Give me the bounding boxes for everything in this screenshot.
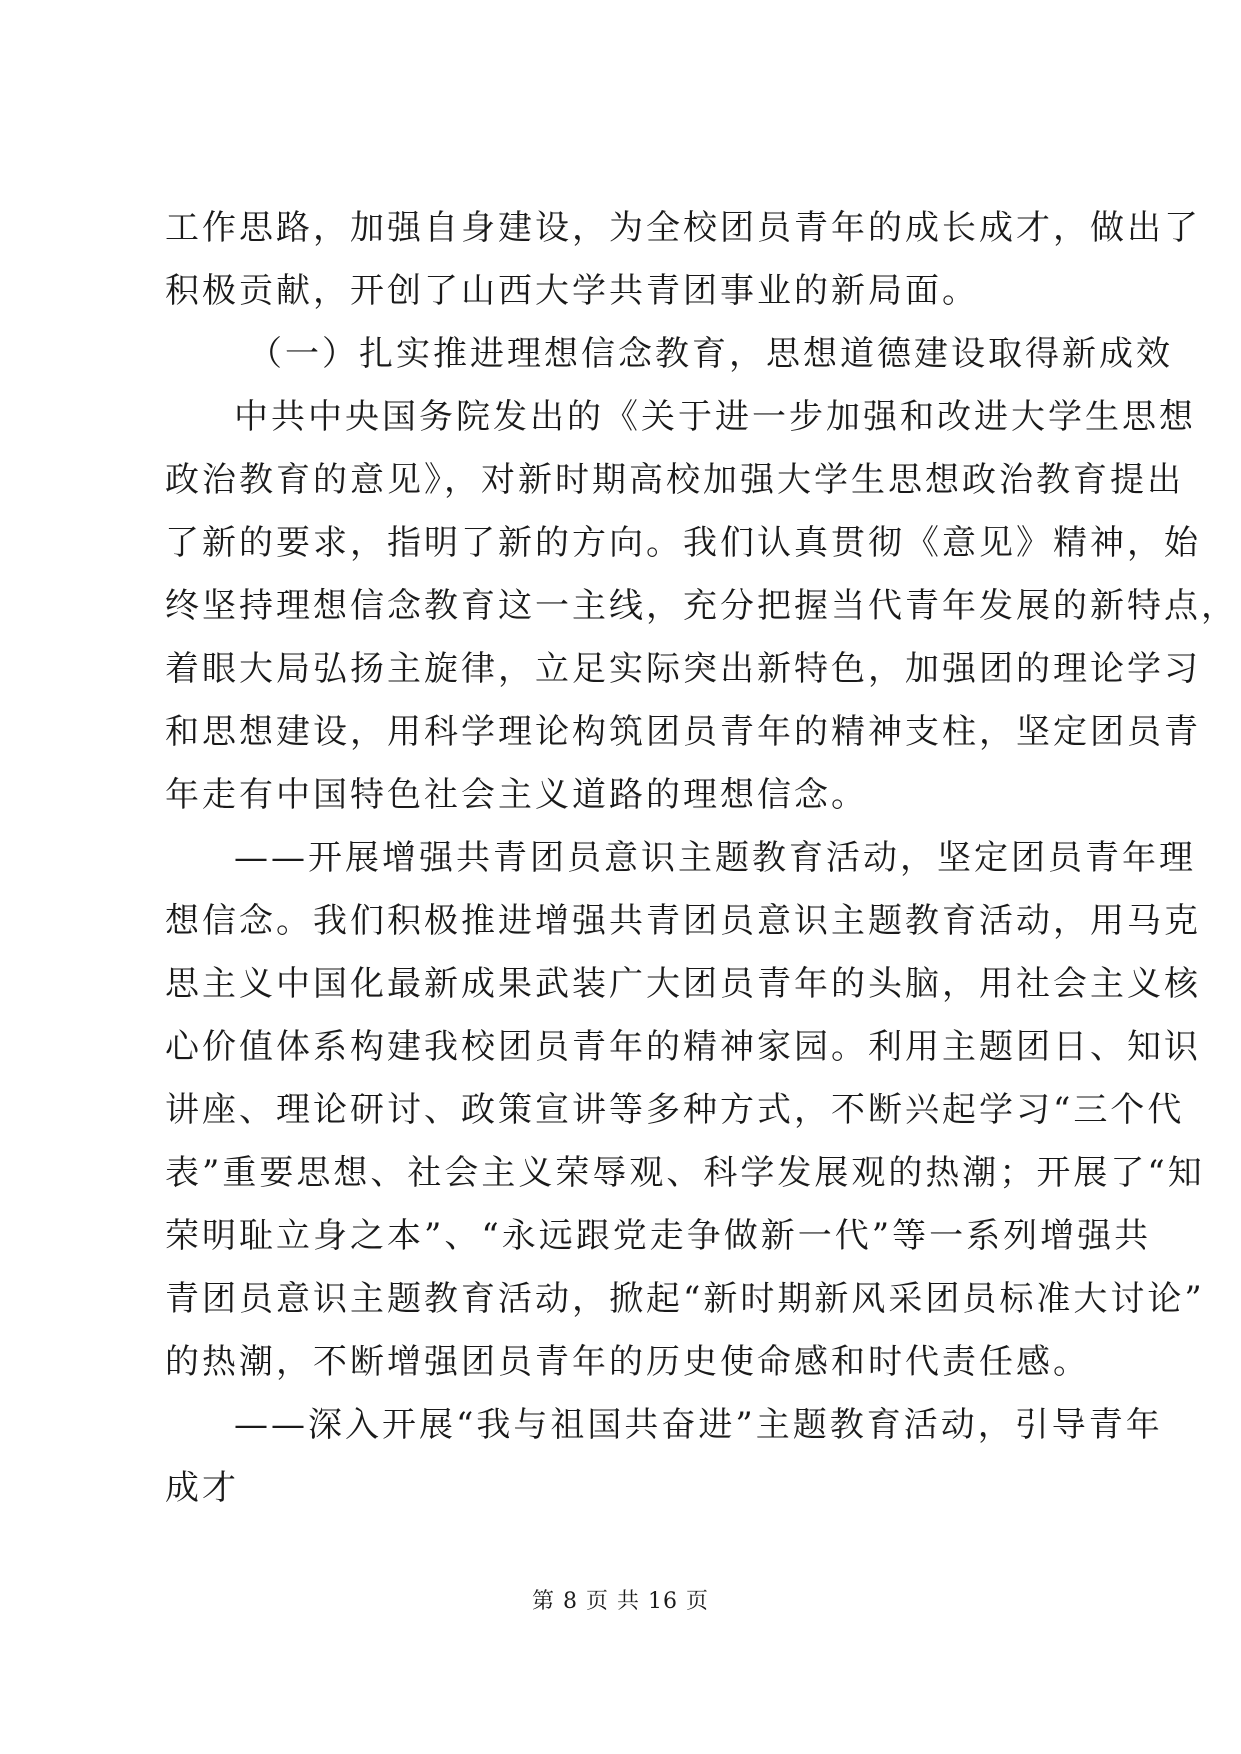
text-line: 着眼大局弘扬主旋律，立足实际突出新特色，加强团的理论学习 xyxy=(165,649,1201,689)
page-number-footer: 第 8 页 共 16 页 xyxy=(532,1589,709,1614)
text-line: 了新的要求，指明了新的方向。我们认真贯彻《意见》精神，始 xyxy=(165,523,1201,563)
text-line: 工作思路，加强自身建设，为全校团员青年的成长成才，做出了 xyxy=(165,208,1201,248)
paragraph-first-line: ——深入开展“我与祖国共奋进”主题教育活动，引导青年 xyxy=(234,1405,1163,1445)
text-line: 年走有中国特色社会主义道路的理想信念。 xyxy=(165,775,868,815)
text-line: 终坚持理想信念教育这一主线，充分把握当代青年发展的新特点， xyxy=(165,586,1238,626)
text-line: 和思想建设，用科学理论构筑团员青年的精神支柱，坚定团员青 xyxy=(165,712,1201,752)
text-line: 荣明耻立身之本”、“永远跟党走争做新一代”等一系列增强共 xyxy=(165,1216,1152,1256)
text-line: 讲座、理论研讨、政策宣讲等多种方式，不断兴起学习“三个代 xyxy=(165,1090,1185,1130)
text-line: 心价值体系构建我校团员青年的精神家园。利用主题团日、知识 xyxy=(165,1027,1201,1067)
text-line: 想信念。我们积极推进增强共青团员意识主题教育活动，用马克 xyxy=(165,901,1201,941)
text-line: 的热潮，不断增强团员青年的历史使命感和时代责任感。 xyxy=(165,1342,1090,1382)
text-line: 思主义中国化最新成果武装广大团员青年的头脑，用社会主义核 xyxy=(165,964,1201,1004)
text-line: 青团员意识主题教育活动，掀起“新时期新风采团员标准大讨论” xyxy=(165,1279,1205,1319)
paragraph-first-line: ——开展增强共青团员意识主题教育活动，坚定团员青年理 xyxy=(234,838,1196,878)
text-line: 政治教育的意见》，对新时期高校加强大学生思想政治教育提出 xyxy=(165,460,1184,500)
text-line: 表”重要思想、社会主义荣辱观、科学发展观的热潮；开展了“知 xyxy=(165,1153,1205,1193)
text-line: 积极贡献，开创了山西大学共青团事业的新局面。 xyxy=(165,271,979,311)
text-line: 成才 xyxy=(165,1468,239,1508)
section-heading: （一）扎实推进理想信念教育，思想道德建设取得新成效 xyxy=(248,334,1173,374)
paragraph-first-line: 中共中央国务院发出的《关于进一步加强和改进大学生思想 xyxy=(234,397,1196,437)
